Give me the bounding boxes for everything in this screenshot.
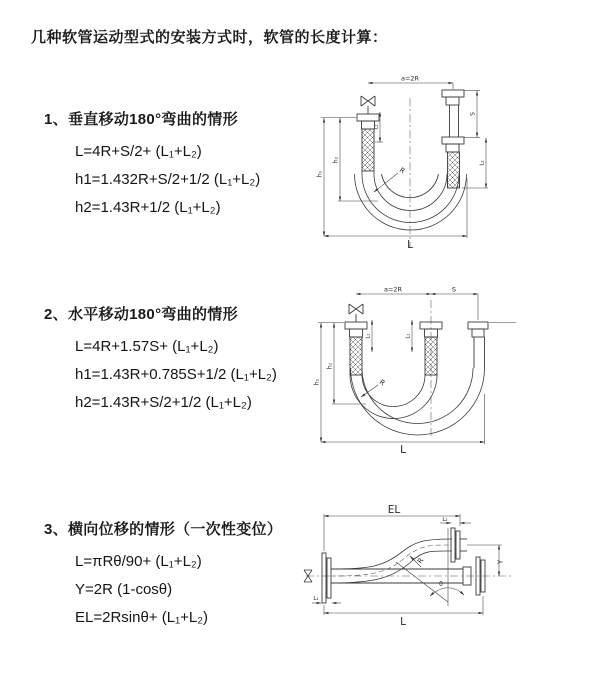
dimension-l [324,178,467,251]
section-heading: 3、横向位移的情形（一次性变位） [44,521,283,538]
dimension-h1 [317,118,357,237]
formula-list [75,548,282,632]
braided-hose-section [362,129,374,171]
dim-label-l: L [400,444,406,454]
radius-callout [374,166,407,192]
formula-list [75,138,260,222]
dim-label-l: L [400,616,406,628]
diagram-horizontal-180 [308,282,540,454]
section-heading: 1、垂直移动180°弯曲的情形 [44,111,238,128]
dim-label-s: S [451,285,457,294]
dimension-l1 [312,596,341,603]
dim-label-h2: h₂ [326,362,334,370]
dim-label-radius: R [377,378,387,388]
formula-line: h1=1.43R+0.785S+1/2 (L₁+L₂) [75,366,277,383]
dim-label-l1: L₁ [373,124,380,130]
upper-flange [451,528,467,562]
formula-line: h2=1.43R+S/2+1/2 (L₁+L₂) [75,394,252,411]
dimension-l [321,394,485,454]
formula-line: EL=2Rsinθ+ (L₁+L₂) [75,609,209,626]
valve-icon [349,304,363,322]
left-pipe-assembly [357,114,379,171]
dimension-l1-middle [406,320,413,352]
dimension-y [467,545,505,576]
displaced-hose-curve [331,539,452,583]
diagram-lateral-displacement [300,498,525,630]
dim-label-y: Y [496,559,505,565]
dim-label-l1: L₁ [365,333,372,339]
formula-line: h1=1.432R+S/2+1/2 (L₁+L₂) [75,171,261,188]
dimension-l1-left [366,320,373,352]
dim-label-a2r: a=2R [400,74,420,83]
dim-label-radius: R [416,556,426,566]
middle-pipe-assembly [420,322,442,375]
formula-line: h2=1.43R+1/2 (L₁+L₂) [75,199,221,216]
braided-hose-section [350,337,362,375]
left-flange [322,553,331,603]
u-bend-hoses [350,368,485,435]
braided-hose-section [425,337,437,375]
dim-label-a2r: a=2R [383,285,403,294]
dim-label-l: L [407,239,413,251]
dim-label-radius: R [397,166,407,176]
formula-line: L=πRθ/90+ (L₁+L₂) [75,553,202,570]
diagram-vertical-180 [310,70,510,252]
dimension-s [431,286,478,321]
formula-line: Y=2R (1-cosθ) [75,581,173,598]
dim-label-el: EL [387,504,401,516]
dim-label-l2: L₂ [479,160,486,166]
dim-label-h1: h₁ [316,170,324,178]
page-title: 几种软管运动型式的安装方式时，软管的长度计算： [31,29,388,46]
dimension-a2r [368,75,453,90]
valve-icon [361,96,375,114]
left-pipe-assembly [345,322,367,375]
dimension-l2 [440,517,471,523]
section-vertical-180 [44,108,260,222]
dimension-s [464,91,480,138]
section-horizontal-180 [44,303,277,417]
dim-label-l1b: L₁ [405,333,412,339]
formula-line: L=4R+1.57S+ (L₁+L₂) [75,338,219,355]
dim-label-l1: L₁ [313,596,319,602]
right-pipe-assembly [468,322,516,368]
formula-line: L=4R+S/2+ (L₁+L₂) [75,143,202,160]
right-pipe-assembly [442,90,464,188]
dimension-h1 [314,323,345,443]
formula-list [75,333,277,417]
dim-label-theta: θ [439,581,443,588]
dimension-el [324,504,460,551]
section-lateral-displacement [44,518,282,632]
dim-label-l2: L₂ [442,517,448,523]
dimension-l [324,596,483,628]
radius-callout [410,556,426,567]
section-heading: 2、水平移动180°弯曲的情形 [44,306,238,323]
dim-label-h1: h₁ [313,378,321,386]
dimension-l1 [374,112,384,142]
braided-hose-section [448,152,460,188]
dim-label-s: S [469,112,477,116]
dimension-a2r [356,286,431,295]
dim-label-h2: h₂ [332,156,340,164]
